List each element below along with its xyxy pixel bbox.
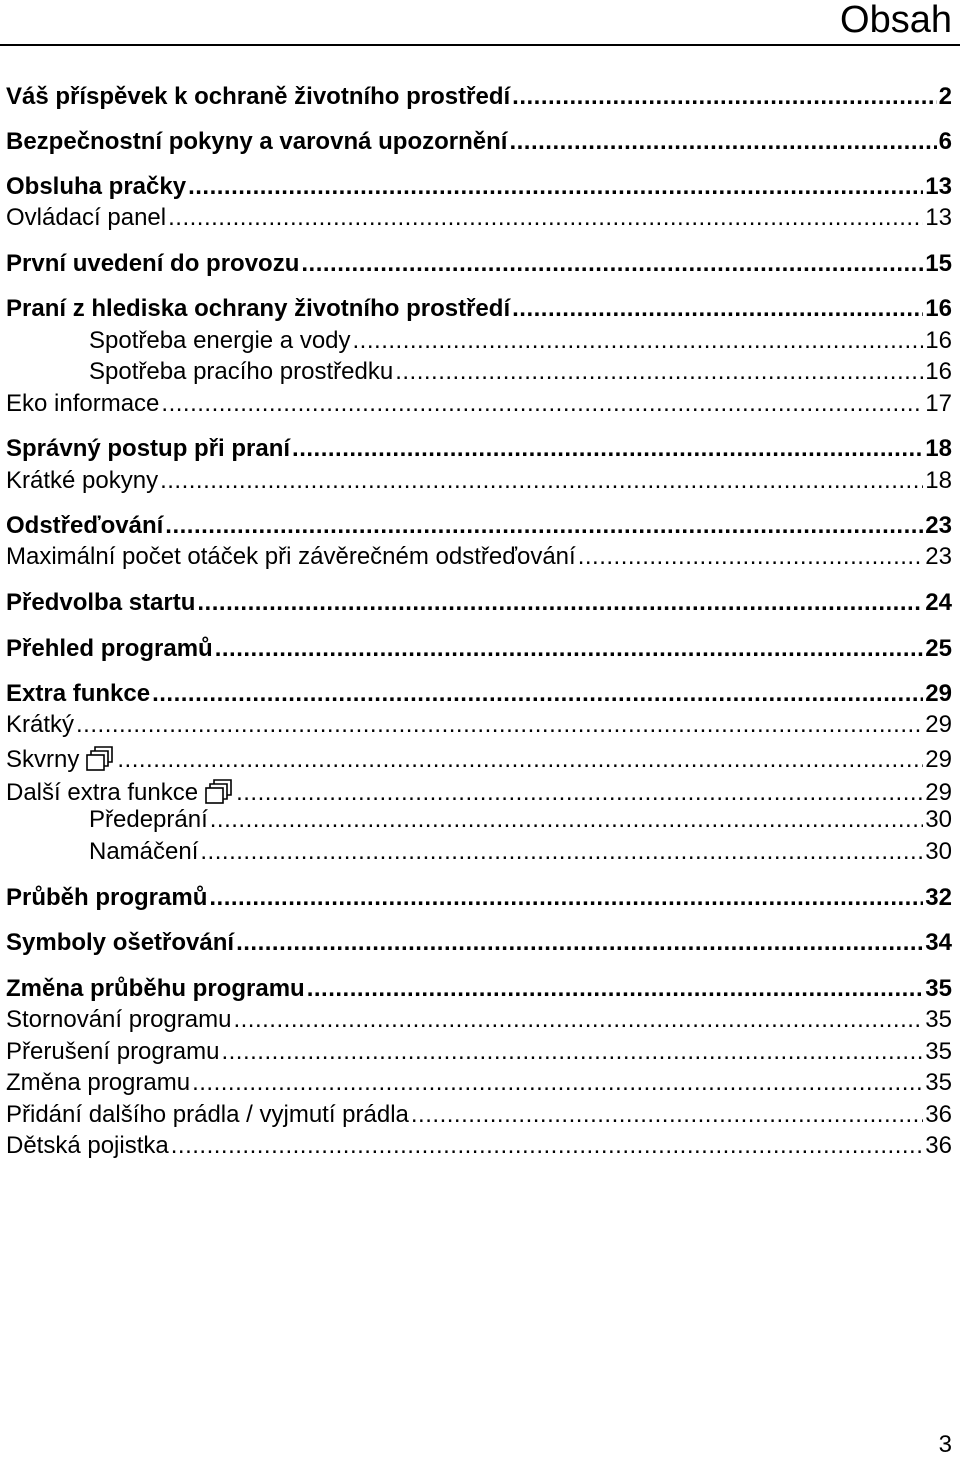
dot-leader bbox=[509, 127, 936, 157]
dot-leader bbox=[221, 1037, 923, 1067]
toc-entry[interactable] bbox=[6, 1131, 952, 1161]
dot-leader bbox=[411, 1100, 923, 1130]
dot-leader bbox=[353, 326, 924, 356]
toc-entry-label: Extra funkce bbox=[6, 680, 151, 707]
dot-leader bbox=[160, 466, 923, 496]
toc-entry[interactable] bbox=[6, 710, 952, 740]
toc-entry[interactable] bbox=[6, 1068, 952, 1098]
toc-entry-page: 30 bbox=[925, 806, 952, 833]
toc-entry[interactable] bbox=[6, 928, 952, 958]
toc-entry[interactable] bbox=[6, 634, 952, 664]
toc-entry[interactable] bbox=[6, 249, 952, 279]
toc-entry[interactable] bbox=[6, 511, 952, 541]
extra-function-icon bbox=[85, 746, 115, 772]
toc-entry-page: 25 bbox=[925, 635, 952, 662]
dot-leader bbox=[200, 837, 923, 867]
toc-entry-page: 13 bbox=[925, 204, 952, 231]
toc-entry-label: Přerušení programu bbox=[6, 1038, 220, 1065]
toc-entry-page: 32 bbox=[925, 884, 952, 911]
toc-entry-label: Předeprání bbox=[89, 806, 208, 833]
toc-entry-label: Předvolba startu bbox=[6, 589, 196, 616]
dot-leader bbox=[236, 928, 923, 958]
toc-entry-label: Ovládací panel bbox=[6, 204, 167, 231]
dot-leader bbox=[307, 974, 924, 1004]
toc-entry-page: 29 bbox=[925, 779, 952, 806]
toc-entry[interactable] bbox=[89, 805, 952, 835]
toc-entry-page: 18 bbox=[925, 467, 952, 494]
toc-entry[interactable] bbox=[6, 1005, 952, 1035]
toc-entry-label: Stornování programu bbox=[6, 1006, 232, 1033]
toc-entry-label: Bezpečnostní pokyny a varovná upozornění bbox=[6, 128, 508, 155]
toc-entry-page: 23 bbox=[925, 512, 952, 539]
dot-leader bbox=[578, 542, 924, 572]
dot-leader bbox=[210, 805, 924, 835]
toc-entry[interactable] bbox=[6, 1100, 952, 1130]
toc-entry[interactable] bbox=[6, 203, 952, 233]
toc-entry[interactable] bbox=[6, 389, 952, 419]
toc-entry[interactable] bbox=[6, 127, 952, 157]
toc-entry-label: Odstřeďování bbox=[6, 512, 164, 539]
dot-leader bbox=[161, 389, 923, 419]
toc-entry-label: Eko informace bbox=[6, 390, 160, 417]
toc-entry[interactable] bbox=[6, 974, 952, 1004]
dot-leader bbox=[188, 172, 923, 202]
toc-entry-label: První uvedení do provozu bbox=[6, 250, 300, 277]
toc-entry-page: 13 bbox=[925, 173, 952, 200]
page-number: 3 bbox=[938, 1431, 952, 1458]
toc-entry-label: Přehled programů bbox=[6, 635, 213, 662]
toc-entry-page: 29 bbox=[925, 711, 952, 738]
dot-leader bbox=[168, 203, 923, 233]
dot-leader bbox=[512, 82, 936, 112]
toc-entry[interactable] bbox=[6, 1037, 952, 1067]
dot-leader bbox=[192, 1068, 923, 1098]
toc-entry[interactable] bbox=[89, 326, 952, 356]
toc-entry-label: Symboly ošetřování bbox=[6, 929, 235, 956]
toc-entry-page: 29 bbox=[925, 746, 952, 773]
toc-entry[interactable] bbox=[6, 172, 952, 202]
toc-entry[interactable] bbox=[6, 774, 952, 804]
toc-entry[interactable] bbox=[89, 357, 952, 387]
toc-entry-page: 36 bbox=[925, 1132, 952, 1159]
toc-entry-label: Přidání dalšího prádla / vyjmutí prádla bbox=[6, 1101, 409, 1128]
toc-entry-label: Praní z hlediska ochrany životního prostředí bbox=[6, 295, 511, 322]
toc-entry[interactable] bbox=[6, 588, 952, 618]
dot-leader bbox=[171, 1131, 924, 1161]
toc-entry-page: 18 bbox=[925, 435, 952, 462]
dot-leader bbox=[152, 679, 923, 709]
toc-entry-page: 35 bbox=[925, 1069, 952, 1096]
toc-entry-label: Krátký bbox=[6, 711, 75, 738]
toc-entry-page: 6 bbox=[938, 128, 952, 155]
header-rule bbox=[0, 44, 960, 46]
dot-leader bbox=[395, 357, 923, 387]
page-title: Obsah bbox=[840, 0, 952, 41]
toc-entry[interactable] bbox=[6, 883, 952, 913]
dot-leader bbox=[215, 634, 924, 664]
toc-entry-page: 15 bbox=[925, 250, 952, 277]
toc-entry-label: Spotřeba pracího prostředku bbox=[89, 358, 394, 385]
toc-entry-page: 30 bbox=[925, 838, 952, 865]
toc-entry-page: 36 bbox=[925, 1101, 952, 1128]
toc-entry-label: Průběh programů bbox=[6, 884, 208, 911]
toc-entry-page: 29 bbox=[925, 680, 952, 707]
toc-entry-page: 35 bbox=[925, 975, 952, 1002]
dot-leader bbox=[233, 1005, 923, 1035]
dot-leader bbox=[197, 588, 923, 618]
toc-entry[interactable] bbox=[6, 466, 952, 496]
toc-entry[interactable] bbox=[6, 679, 952, 709]
toc-entry-label: Váš příspěvek k ochraně životního prostředí bbox=[6, 83, 511, 110]
toc-entry-page: 16 bbox=[925, 327, 952, 354]
toc-entry-label: Další extra funkce bbox=[6, 779, 199, 806]
dot-leader bbox=[292, 434, 923, 464]
extra-function-icon bbox=[204, 779, 234, 805]
toc-entry-label: Maximální počet otáček při závěrečném odstřeďování bbox=[6, 543, 576, 570]
toc-entry-label: Dětská pojistka bbox=[6, 1132, 169, 1159]
toc-entry-page: 16 bbox=[925, 295, 952, 322]
toc-entry-label: Skvrny bbox=[6, 746, 80, 773]
dot-leader bbox=[209, 883, 923, 913]
toc-entry[interactable] bbox=[6, 434, 952, 464]
toc-entry-page: 23 bbox=[925, 543, 952, 570]
toc-entry[interactable] bbox=[6, 542, 952, 572]
toc-entry[interactable] bbox=[6, 82, 952, 112]
dot-leader bbox=[165, 511, 923, 541]
toc-entry-page: 17 bbox=[925, 390, 952, 417]
toc-entry-page: 2 bbox=[938, 83, 952, 110]
dot-leader bbox=[512, 294, 923, 324]
toc-entry[interactable] bbox=[6, 294, 952, 324]
dot-leader bbox=[236, 778, 923, 808]
toc-entry-label: Obsluha pračky bbox=[6, 173, 187, 200]
toc-entry-label: Spotřeba energie a vody bbox=[89, 327, 351, 354]
toc-entry-page: 35 bbox=[925, 1006, 952, 1033]
toc-entry-label: Namáčení bbox=[89, 838, 199, 865]
toc-entry-label: Krátké pokyny bbox=[6, 467, 159, 494]
dot-leader bbox=[301, 249, 923, 279]
toc-entry-page: 34 bbox=[925, 929, 952, 956]
toc-entry[interactable] bbox=[89, 837, 952, 867]
toc-entry-page: 16 bbox=[925, 358, 952, 385]
toc-entry-label: Změna průběhu programu bbox=[6, 975, 305, 1002]
dot-leader bbox=[117, 745, 923, 775]
toc-entry-page: 35 bbox=[925, 1038, 952, 1065]
dot-leader bbox=[76, 710, 923, 740]
toc-entry-page: 24 bbox=[925, 589, 952, 616]
toc-entry-label: Změna programu bbox=[6, 1069, 191, 1096]
toc-entry[interactable] bbox=[6, 741, 952, 771]
toc-entry-label: Správný postup při praní bbox=[6, 435, 291, 462]
